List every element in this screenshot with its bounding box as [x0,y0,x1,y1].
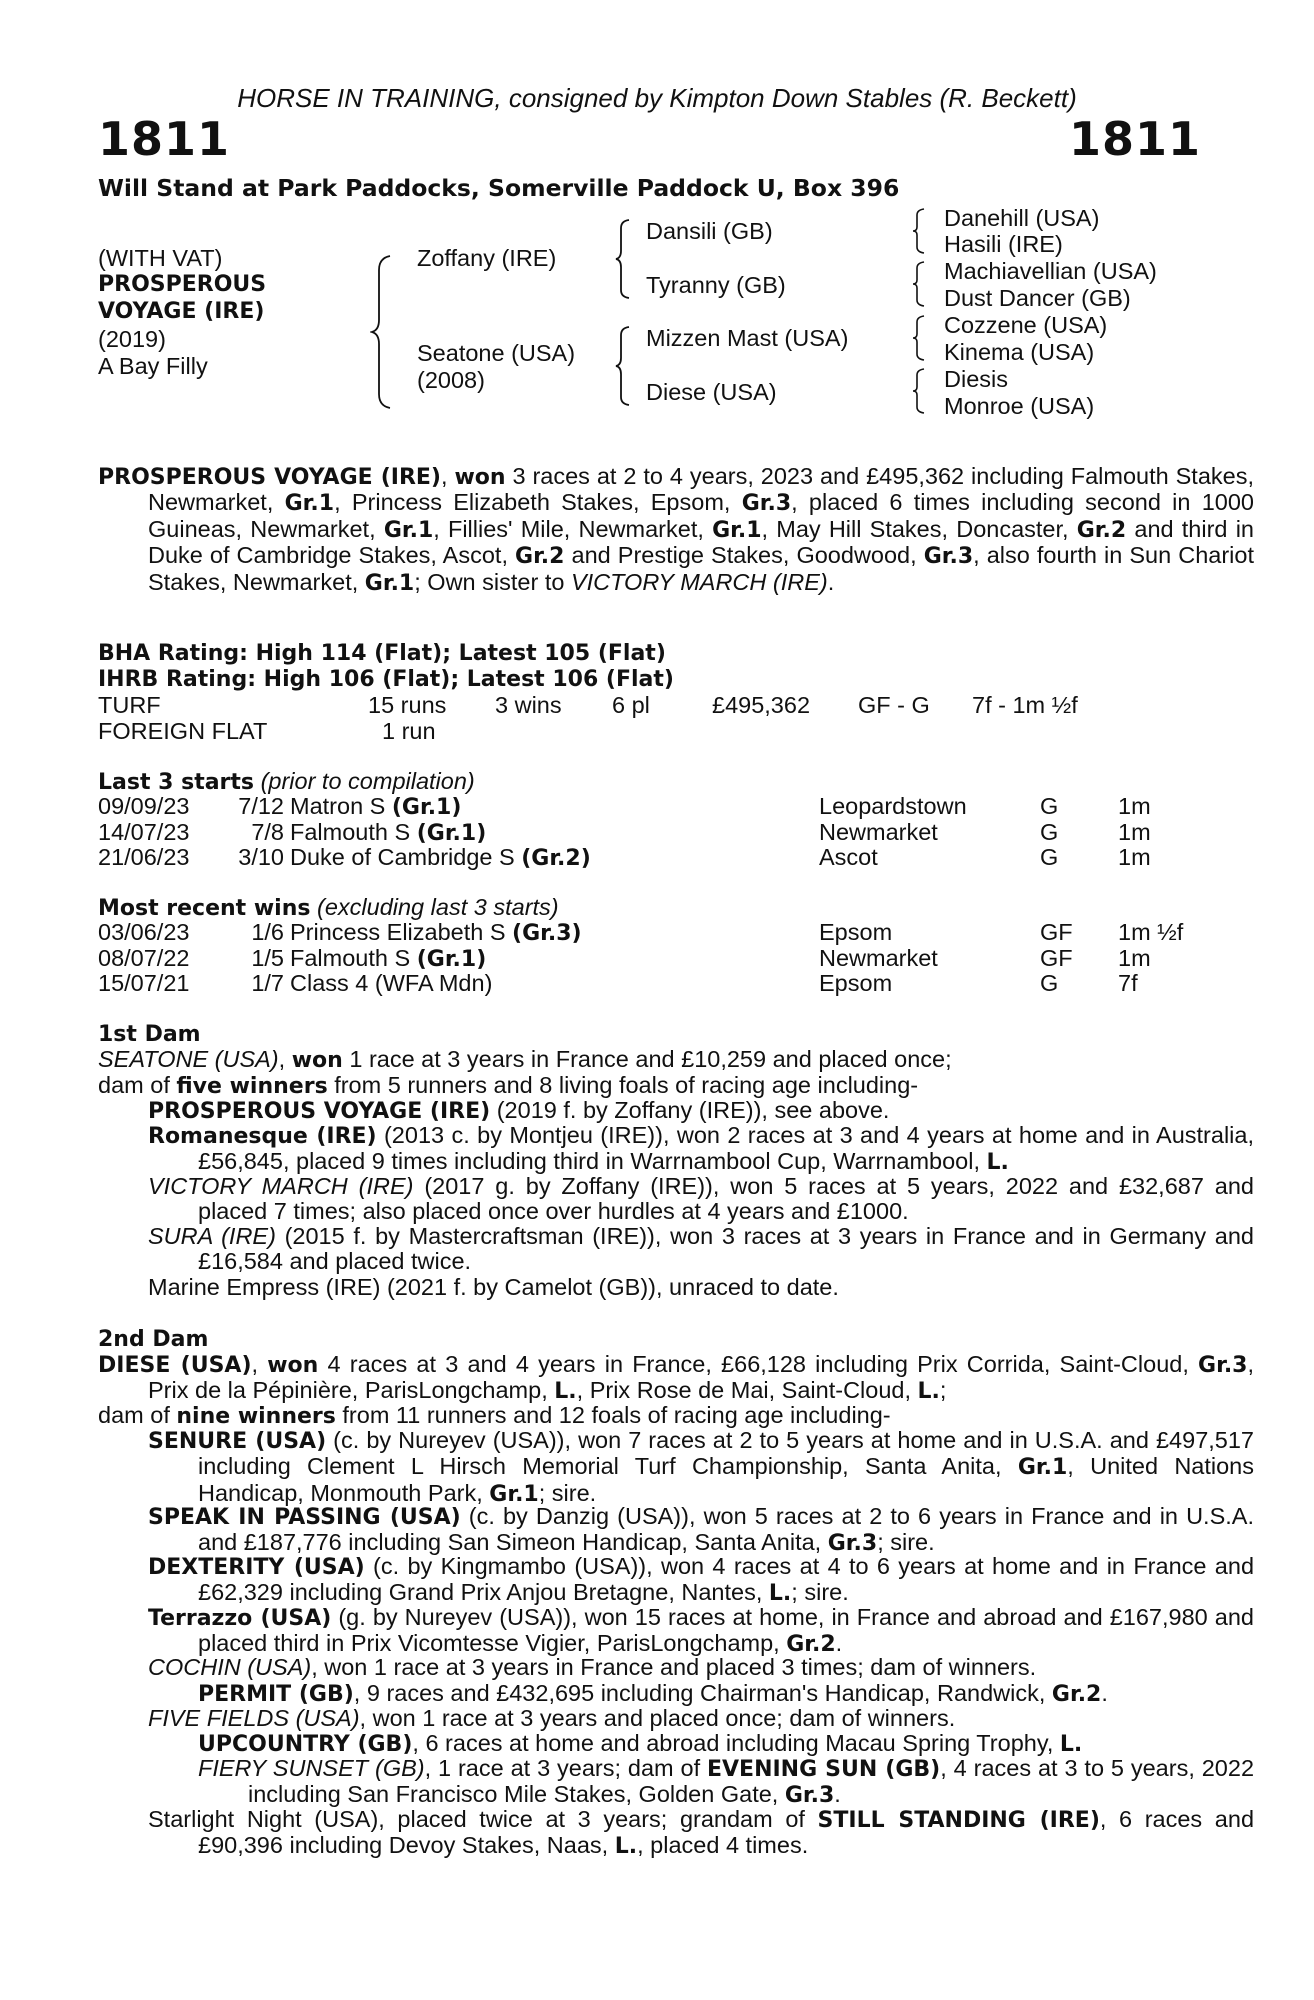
produce-name: DEXTERITY (USA) [148,1555,365,1580]
grade-badge: Gr.1 [712,517,762,543]
sire-sire: Dansili (GB) [646,218,773,244]
record-going: GF - G [858,692,930,718]
dam-text: 4 races at 3 and 4 years in France, £66,128 including Prix Corrida, Saint-Cloud, [318,1351,1199,1377]
race-row [98,819,1208,844]
produce-text: ; sire. [877,1529,935,1556]
race-row [98,793,1208,818]
lot-number-right: 1811 [1068,112,1201,166]
summary-text: and Prestige Stakes, Goodwood, [564,542,924,569]
produce-text: (g. by Nureyev (USA)), won 15 races at home, in France and abroad and £167,980 and placed third in Prix Vicomtesse Vigier, ParisLongchamp, [198,1604,1254,1657]
race-going: G [1040,793,1059,819]
horse-name-line1: PROSPEROUS [98,272,267,297]
record-wins: 3 wins [495,692,562,718]
summary-text: ; Own sister to [414,568,571,595]
race-race [290,970,492,997]
race-dist: 1m [1118,818,1151,845]
summary-text: , Fillies' Mile, Newmarket, [433,515,713,542]
g3-brace-2 [911,260,927,308]
produce-text: (2015 f. by Mastercraftsman (IRE)), won 3 races at 3 years in France and in Germany and £16,584 and placed twice. [198,1223,1254,1275]
produce-name: SURA (IRE) [148,1223,276,1249]
horse-name: PROSPEROUS VOYAGE (IRE) [98,465,441,490]
horse-description: A Bay Filly [98,353,208,379]
turf-record [98,692,1208,717]
produce-text: , 9 races and £432,695 including Chairman's Handicap, Randwick, [353,1680,1052,1706]
horse-foaled: (2019) [98,326,166,352]
race-going: GF [1040,944,1073,971]
main-brace [370,254,396,410]
produce-text: , won 1 race at 3 years and placed once; dam of winners. [359,1705,956,1731]
race-row [98,919,1208,944]
dam-year: (2008) [417,367,485,393]
grade-badge: Gr.3 [1198,1353,1248,1378]
race-pos: 1/6 [251,919,284,945]
race-date: 21/06/23 [98,844,190,870]
dam-text: ; [939,1377,947,1404]
dam-text: dam of [98,1072,177,1098]
grade-badge: Gr.2 [1076,517,1127,543]
race-row [98,844,1208,869]
race-grade: (Gr.1) [416,820,487,846]
dam-sire: Mizzen Mast (USA) [646,325,849,351]
race-course: Newmarket [819,944,938,971]
produce-entry [148,1123,1254,1176]
race-race [290,793,461,820]
first-dam-produce-line [98,1073,1204,1099]
grade-badge: L. [768,1581,792,1607]
race-pos: 3/10 [238,844,284,870]
summary-text: 3 races at 2 to 4 years, 2023 and £495,362 including Falmouth Stakes, Newmarket, [148,463,1254,516]
second-dam-heading: 2nd Dam [98,1327,209,1352]
produce-entry [148,1174,1254,1225]
produce-text: (c. by Danzig (USA)), won 5 races at 2 to 6 years in France and in U.S.A. and £187,776 including San Simeon Handicap, Santa Anita, [198,1503,1254,1556]
ihrb-rating: IHRB Rating: High 106 (Flat); Latest 106 (Flat) [98,667,674,692]
produce-name: Romanesque (IRE) [148,1124,377,1149]
race-dist: 1m [1118,944,1151,971]
grade-badge: Gr.2 [515,544,565,570]
grade-badge: Gr.1 [364,570,415,596]
record-placed: 6 pl [612,692,650,718]
dam-text: 1 race at 3 years in France and £10,259 and placed once; [342,1046,952,1072]
produce-entry [148,1554,1254,1607]
sire-dam: Tyranny (GB) [646,272,786,298]
g3-ancestor: Cozzene (USA) [944,312,1108,338]
g3-ancestor: Monroe (USA) [944,393,1095,419]
record-runs: 1 run [382,718,436,744]
produce-text: (c. by Nureyev (USA)), won 7 races at 2 to 5 years at home and in U.S.A. and £497,517 including Clement L Hirsch Memorial Turf Championship, Santa Anita, [198,1427,1254,1480]
produce-text: , 1 race at 3 years; dam of [424,1755,707,1781]
g3-ancestor: Machiavellian (USA) [944,258,1157,284]
second-dam-produce-line [98,1403,1204,1429]
produce-name: STILL STANDING (IRE) [817,1808,1100,1833]
g3-ancestor: Danehill (USA) [944,205,1100,231]
grade-badge: Gr.1 [1017,1455,1068,1481]
g3-brace-1 [911,207,927,255]
dam-text: from 11 runners and 12 foals of racing age including- [335,1402,891,1428]
race-grade: (Gr.3) [512,921,582,946]
section-note: (excluding last 3 starts) [317,894,559,920]
race-dist: 1m ½f [1118,919,1184,945]
sire-brace [614,218,632,300]
grade-badge: L. [554,1379,577,1405]
summary-text: , placed 6 times including second in 1000 Guineas, Newmarket, [148,489,1255,542]
race-title: Matron S [290,793,392,819]
record-label: TURF [98,692,161,718]
race-title: Falmouth S [290,944,417,971]
dam-text: , Prix de la Pépinière, ParisLongchamp, [148,1351,1255,1404]
race-race [290,945,486,972]
race-course: Epsom [819,970,893,996]
produce-name: FIVE FIELDS (USA) [148,1705,360,1731]
grade-badge: Gr.2 [1051,1682,1102,1707]
race-date: 03/06/23 [98,919,190,945]
grade-badge: L. [1059,1732,1083,1757]
grand-produce-entry [198,1681,1204,1707]
produce-text: , 4 races at 3 to 5 years, 2022 including San Francisco Mile Stakes, Golden Gate, [248,1755,1255,1808]
race-grade: (Gr.1) [416,946,487,972]
race-race [290,919,582,946]
race-race [290,819,486,846]
race-date: 14/07/23 [98,818,190,845]
produce-name: FIERY SUNSET (GB) [198,1755,425,1781]
grade-badge: Gr.3 [741,491,792,517]
race-pos: 1/7 [251,970,284,996]
race-pos: 7/8 [251,818,284,845]
grade-badge: Gr.3 [784,1783,835,1809]
record-runs: 15 runs [368,692,447,718]
race-going: GF [1040,919,1073,945]
dam-brace [614,325,632,407]
race-course: Epsom [819,919,893,945]
dam-name: SEATONE (USA) [98,1046,279,1072]
g3-brace-3 [911,314,927,362]
grade-badge: Gr.1 [489,1481,539,1507]
bha-rating: BHA Rating: High 114 (Flat); Latest 105 (Flat) [98,641,666,666]
produce-entry: Marine Empress (IRE) (2021 f. by Camelot (GB)), unraced to date. [148,1274,839,1300]
g3-brace-4 [911,367,927,415]
lot-number-left: 1811 [98,112,231,166]
race-title: Princess Elizabeth S [290,919,513,945]
race-grade: (Gr.1) [391,795,462,820]
race-summary: PROSPEROUS VOYAGE (IRE), won 3 races at 2 to 4 years, 2023 and £495,362 including Falmouth Stakes, Newmarket, Gr.1, Princess Elizabeth Stakes, Epsom, Gr.3, placed 6 times including second in 1000 Guineas, Newmarket, Gr.1, Fillies' Mile, Newmarket, Gr.1, May Hill Stakes, Doncaster, Gr.2 and third in Duke of Cambridge Stakes, Ascot, Gr.2 and Prestige Stakes, Goodwood, Gr.3, also fourth in Sun Chariot Stakes, Newmarket, Gr.1; Own sister to VICTORY MARCH (IRE). [98,463,1255,596]
summary-text: and third in Duke of Cambridge Stakes, Ascot, [148,515,1254,569]
consignment-header: HORSE IN TRAINING, consigned by Kimpton Down Stables (R. Beckett) [237,83,1077,113]
recent-wins-heading [98,894,559,921]
produce-text: ; sire. [791,1579,849,1606]
dam-name: Seatone (USA) [417,340,576,366]
g3-ancestor: Kinema (USA) [944,339,1095,365]
race-row [98,970,1208,995]
dam-dam: Diese (USA) [646,379,777,405]
produce-entry [148,1605,1254,1658]
race-going: G [1040,818,1059,845]
dam-text: from 5 runners and 8 living foals of racing age including- [327,1072,919,1098]
produce-name: SENURE (USA) [148,1429,327,1454]
race-date: 09/09/23 [98,793,190,819]
summary-text: , also fourth in Sun Chariot Stakes, Newmarket, [148,542,1254,595]
produce-name: PROSPEROUS VOYAGE (IRE) [148,1099,491,1124]
record-label: FOREIGN FLAT [98,718,268,744]
first-dam-heading: 1st Dam [98,1022,201,1047]
race-dist: 1m [1118,844,1151,870]
last-starts-heading [98,768,475,795]
won-label: won [454,465,506,490]
section-note: (prior to compilation) [260,768,475,794]
produce-text: ; sire. [538,1479,597,1506]
race-date: 08/07/22 [98,944,190,971]
summary-text: , Princess Elizabeth Stakes, Epsom, [334,489,742,516]
race-course: Leopardstown [819,793,967,819]
won-label: won [291,1048,343,1073]
produce-text: , United Nations Handicap, Monmouth Park, [198,1453,1255,1506]
record-earnings: £495,362 [712,692,811,718]
produce-name: Terrazzo (USA) [148,1606,332,1631]
race-race [290,844,591,871]
grand-produce-entry [198,1756,1254,1809]
grade-badge: L. [614,1834,638,1860]
produce-text: , 6 races and £90,396 including Devoy Stakes, Naas, [198,1806,1255,1859]
produce-name: SPEAK IN PASSING (USA) [148,1505,461,1530]
produce-entry [148,1428,1254,1507]
race-row [98,945,1208,970]
race-going: G [1040,844,1059,870]
winners-count: five winners [176,1074,328,1099]
grade-badge: Gr.2 [786,1632,836,1658]
produce-text: . [835,1630,843,1657]
produce-name: VICTORY MARCH (IRE) [148,1173,414,1199]
race-pos: 1/5 [251,944,284,971]
stand-location: Will Stand at Park Paddocks, Somerville Paddock U, Box 396 [98,174,900,202]
race-title: Class 4 (WFA Mdn) [290,970,493,996]
grade-badge: Gr.1 [383,517,434,543]
produce-text: (2019 f. by Zoffany (IRE)), see above. [490,1097,890,1123]
produce-name: UPCOUNTRY (GB) [198,1732,413,1757]
won-label: won [267,1353,319,1378]
produce-name: COCHIN (USA) [148,1654,312,1680]
g3-ancestor: Hasili (IRE) [944,231,1063,257]
vat-label: (WITH VAT) [98,245,223,271]
winners-count: nine winners [176,1404,336,1429]
produce-text: , won 1 race at 3 years in France and placed 3 times; dam of winners. [311,1654,1037,1680]
produce-text: Starlight Night (USA), placed twice at 3 years; grandam of [148,1806,818,1832]
race-grade: (Gr.2) [521,846,591,871]
race-title: Falmouth S [290,818,417,845]
grade-badge: L. [986,1150,1009,1176]
sire-name: Zoffany (IRE) [417,245,557,271]
race-course: Newmarket [819,818,938,845]
dam-text: , Prix Rose de Mai, Saint-Cloud, [576,1377,918,1404]
section-title: Last 3 starts [98,770,255,795]
race-pos: 7/12 [238,793,284,819]
dam-text: dam of [98,1402,177,1428]
second-dam-record: DIESE (USA), won 4 races at 3 and 4 years in France, £66,128 including Prix Corrida, Saint-Cloud, Gr.3, Prix de la Pépinière, ParisLongchamp, L., Prix Rose de Mai, Saint-Cloud, L.; [98,1351,1255,1405]
produce-text: (c. by Kingmambo (USA)), won 4 races at 4 to 6 years at home and in France and £62,329 including Grand Prix Anjou Bretagne, Nantes, [198,1553,1255,1606]
race-title: Duke of Cambridge S [290,844,522,870]
produce-entry [148,1224,1254,1275]
race-going: G [1040,970,1059,996]
first-dam-record: SEATONE (USA), won 1 race at 3 years in France and £10,259 and placed once; [98,1046,952,1073]
produce-entry [148,1655,1204,1680]
produce-text: (2013 c. by Montjeu (IRE)), won 2 races at 3 and 4 years at home and in Australia, £56,845, placed 9 times including third in Warrnambool Cup, Warrnambool, [198,1122,1254,1175]
produce-entry [148,1807,1254,1860]
produce-text: . [1101,1680,1108,1706]
g3-ancestor: Dust Dancer (GB) [944,285,1131,311]
grand-produce-entry [198,1731,1204,1757]
produce-text: . [834,1781,841,1808]
summary-text: . [827,568,835,595]
section-title: Most recent wins [98,896,311,921]
race-date: 15/07/21 [98,970,190,996]
grade-badge: Gr.1 [284,491,335,517]
produce-text: , placed 4 times. [637,1832,809,1859]
race-dist: 7f [1118,970,1138,996]
sister-name: VICTORY MARCH (IRE) [570,568,828,595]
produce-text: , 6 races at home and abroad including Macau Spring Trophy, [412,1730,1060,1756]
dam-name: DIESE (USA) [98,1353,252,1378]
produce-entry [148,1098,1254,1124]
produce-name: EVENING SUN (GB) [707,1757,941,1782]
race-course: Ascot [819,844,878,870]
produce-name: PERMIT (GB) [198,1682,354,1707]
grade-badge: Gr.3 [827,1531,878,1557]
produce-entry [148,1706,1204,1731]
record-distance: 7f - 1m ½f [972,692,1078,718]
summary-text: , May Hill Stakes, Doncaster, [761,515,1077,542]
produce-entry [148,1504,1254,1557]
grade-badge: L. [917,1379,940,1405]
grade-badge: Gr.3 [923,544,974,570]
race-dist: 1m [1118,793,1151,819]
produce-text: (2017 g. by Zoffany (IRE)), won 5 races at 5 years, 2022 and £32,687 and placed 7 times; also placed once over hurdles at 4 years and £1000. [198,1173,1254,1225]
g3-ancestor: Diesis [944,366,1008,392]
foreign-record [98,718,1208,743]
horse-name-line2: VOYAGE (IRE) [98,299,265,324]
